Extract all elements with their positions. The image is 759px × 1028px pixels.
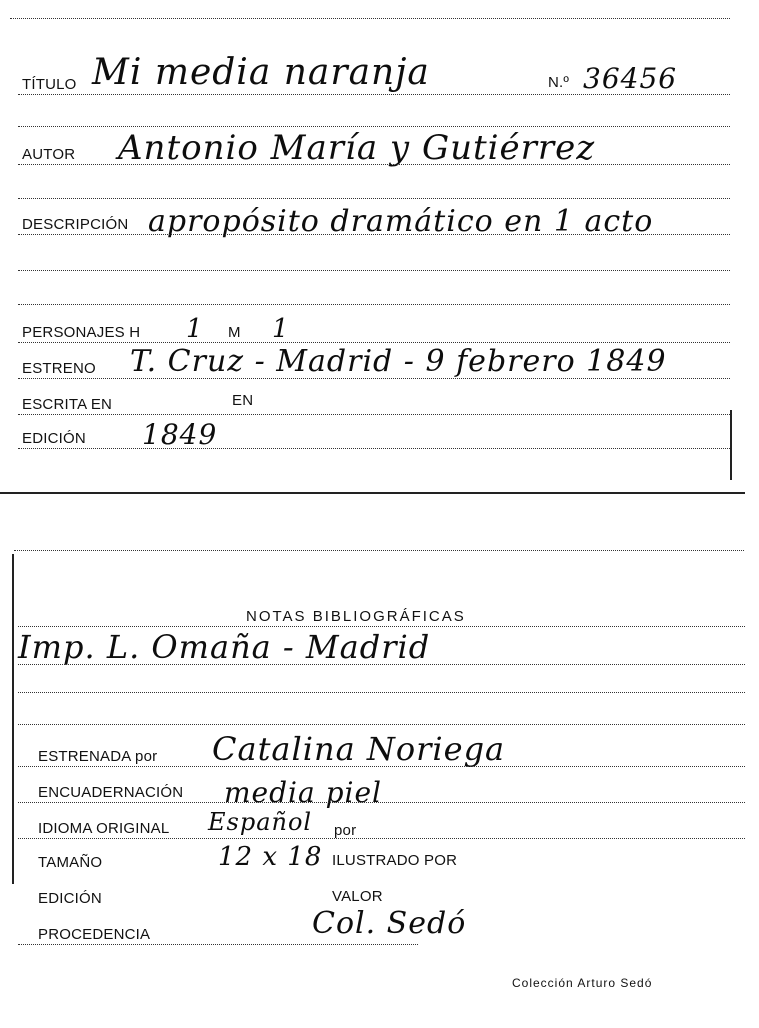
titulo-value: Mi media naranja — [92, 52, 430, 93]
personajes-m-value: 1 — [272, 314, 290, 344]
descripcion-line — [18, 234, 730, 235]
catalog-card-bottom — [0, 546, 759, 1028]
autor-line-2 — [18, 198, 730, 199]
escrita-line — [18, 414, 730, 415]
encuadernacion-label: ENCUADERNACIÓN — [38, 784, 184, 801]
titulo-line — [18, 94, 730, 95]
idioma-value: Español — [208, 808, 313, 836]
catalog-card-top — [0, 0, 759, 494]
edicion-label: EDICIÓN — [22, 430, 86, 447]
descripcion-line-3 — [18, 304, 730, 305]
estreno-label: ESTRENO — [22, 360, 96, 377]
autor-line — [18, 164, 730, 165]
notas-line-3 — [18, 692, 745, 693]
idioma-label: IDIOMA ORIGINAL — [38, 820, 170, 837]
valor-label: VALOR — [332, 888, 383, 905]
titulo-label: TÍTULO — [22, 76, 77, 93]
escrita-label: ESCRITA EN — [22, 396, 113, 413]
procedencia-label: PROCEDENCIA — [38, 926, 151, 943]
personajes-m-label: M — [228, 324, 241, 341]
idioma-por-label: por — [334, 822, 357, 839]
edicion-value: 1849 — [142, 418, 218, 451]
titulo-line-2 — [18, 126, 730, 127]
encuadernacion-line — [18, 802, 745, 803]
encuadernacion-value: media piel — [224, 776, 382, 809]
bottom-card-top-edge — [14, 550, 744, 551]
card-bottom-edge — [0, 492, 745, 494]
estreno-value: T. Cruz - Madrid - 9 febrero 1849 — [130, 344, 667, 379]
descripcion-label: DESCRIPCIÓN — [22, 216, 129, 233]
tamano-value: 12 x 18 — [218, 842, 323, 872]
escrita-en2-label: EN — [232, 392, 254, 409]
notas-heading: NOTAS BIBLIOGRÁFICAS — [246, 608, 466, 625]
descripcion-value: apropósito dramático en 1 acto — [148, 204, 654, 239]
notas-value: Imp. L. Omaña - Madrid — [18, 628, 431, 666]
notas-line-4 — [18, 724, 745, 725]
bottom-card-left-edge — [12, 554, 14, 884]
edicion-bottom-label: EDICIÓN — [38, 890, 102, 907]
ilustrado-label: ILUSTRADO POR — [332, 852, 458, 869]
personajes-h-value: 1 — [186, 314, 204, 344]
notas-line-1 — [18, 626, 745, 627]
autor-value: Antonio María y Gutiérrez — [118, 128, 596, 168]
estrenada-label: ESTRENADA por — [38, 748, 158, 765]
personajes-label: PERSONAJES H — [22, 324, 141, 341]
notas-line-2 — [18, 664, 745, 665]
idioma-line — [18, 838, 745, 839]
descripcion-line-2 — [18, 270, 730, 271]
edicion-line — [18, 448, 730, 449]
procedencia-line — [18, 944, 418, 945]
tamano-label: TAMAÑO — [38, 854, 103, 871]
numero-label: N.º — [548, 74, 570, 91]
estrenada-line — [18, 766, 745, 767]
personajes-line — [18, 342, 730, 343]
procedencia-value: Col. Sedó — [312, 906, 467, 941]
card-right-edge — [730, 410, 732, 480]
autor-label: AUTOR — [22, 146, 76, 163]
estrenada-value: Catalina Noriega — [212, 730, 506, 768]
collection-footer: Colección Arturo Sedó — [512, 976, 653, 990]
estreno-line — [18, 378, 730, 379]
numero-value: 36456 — [583, 62, 678, 95]
top-edge-line — [10, 18, 730, 19]
